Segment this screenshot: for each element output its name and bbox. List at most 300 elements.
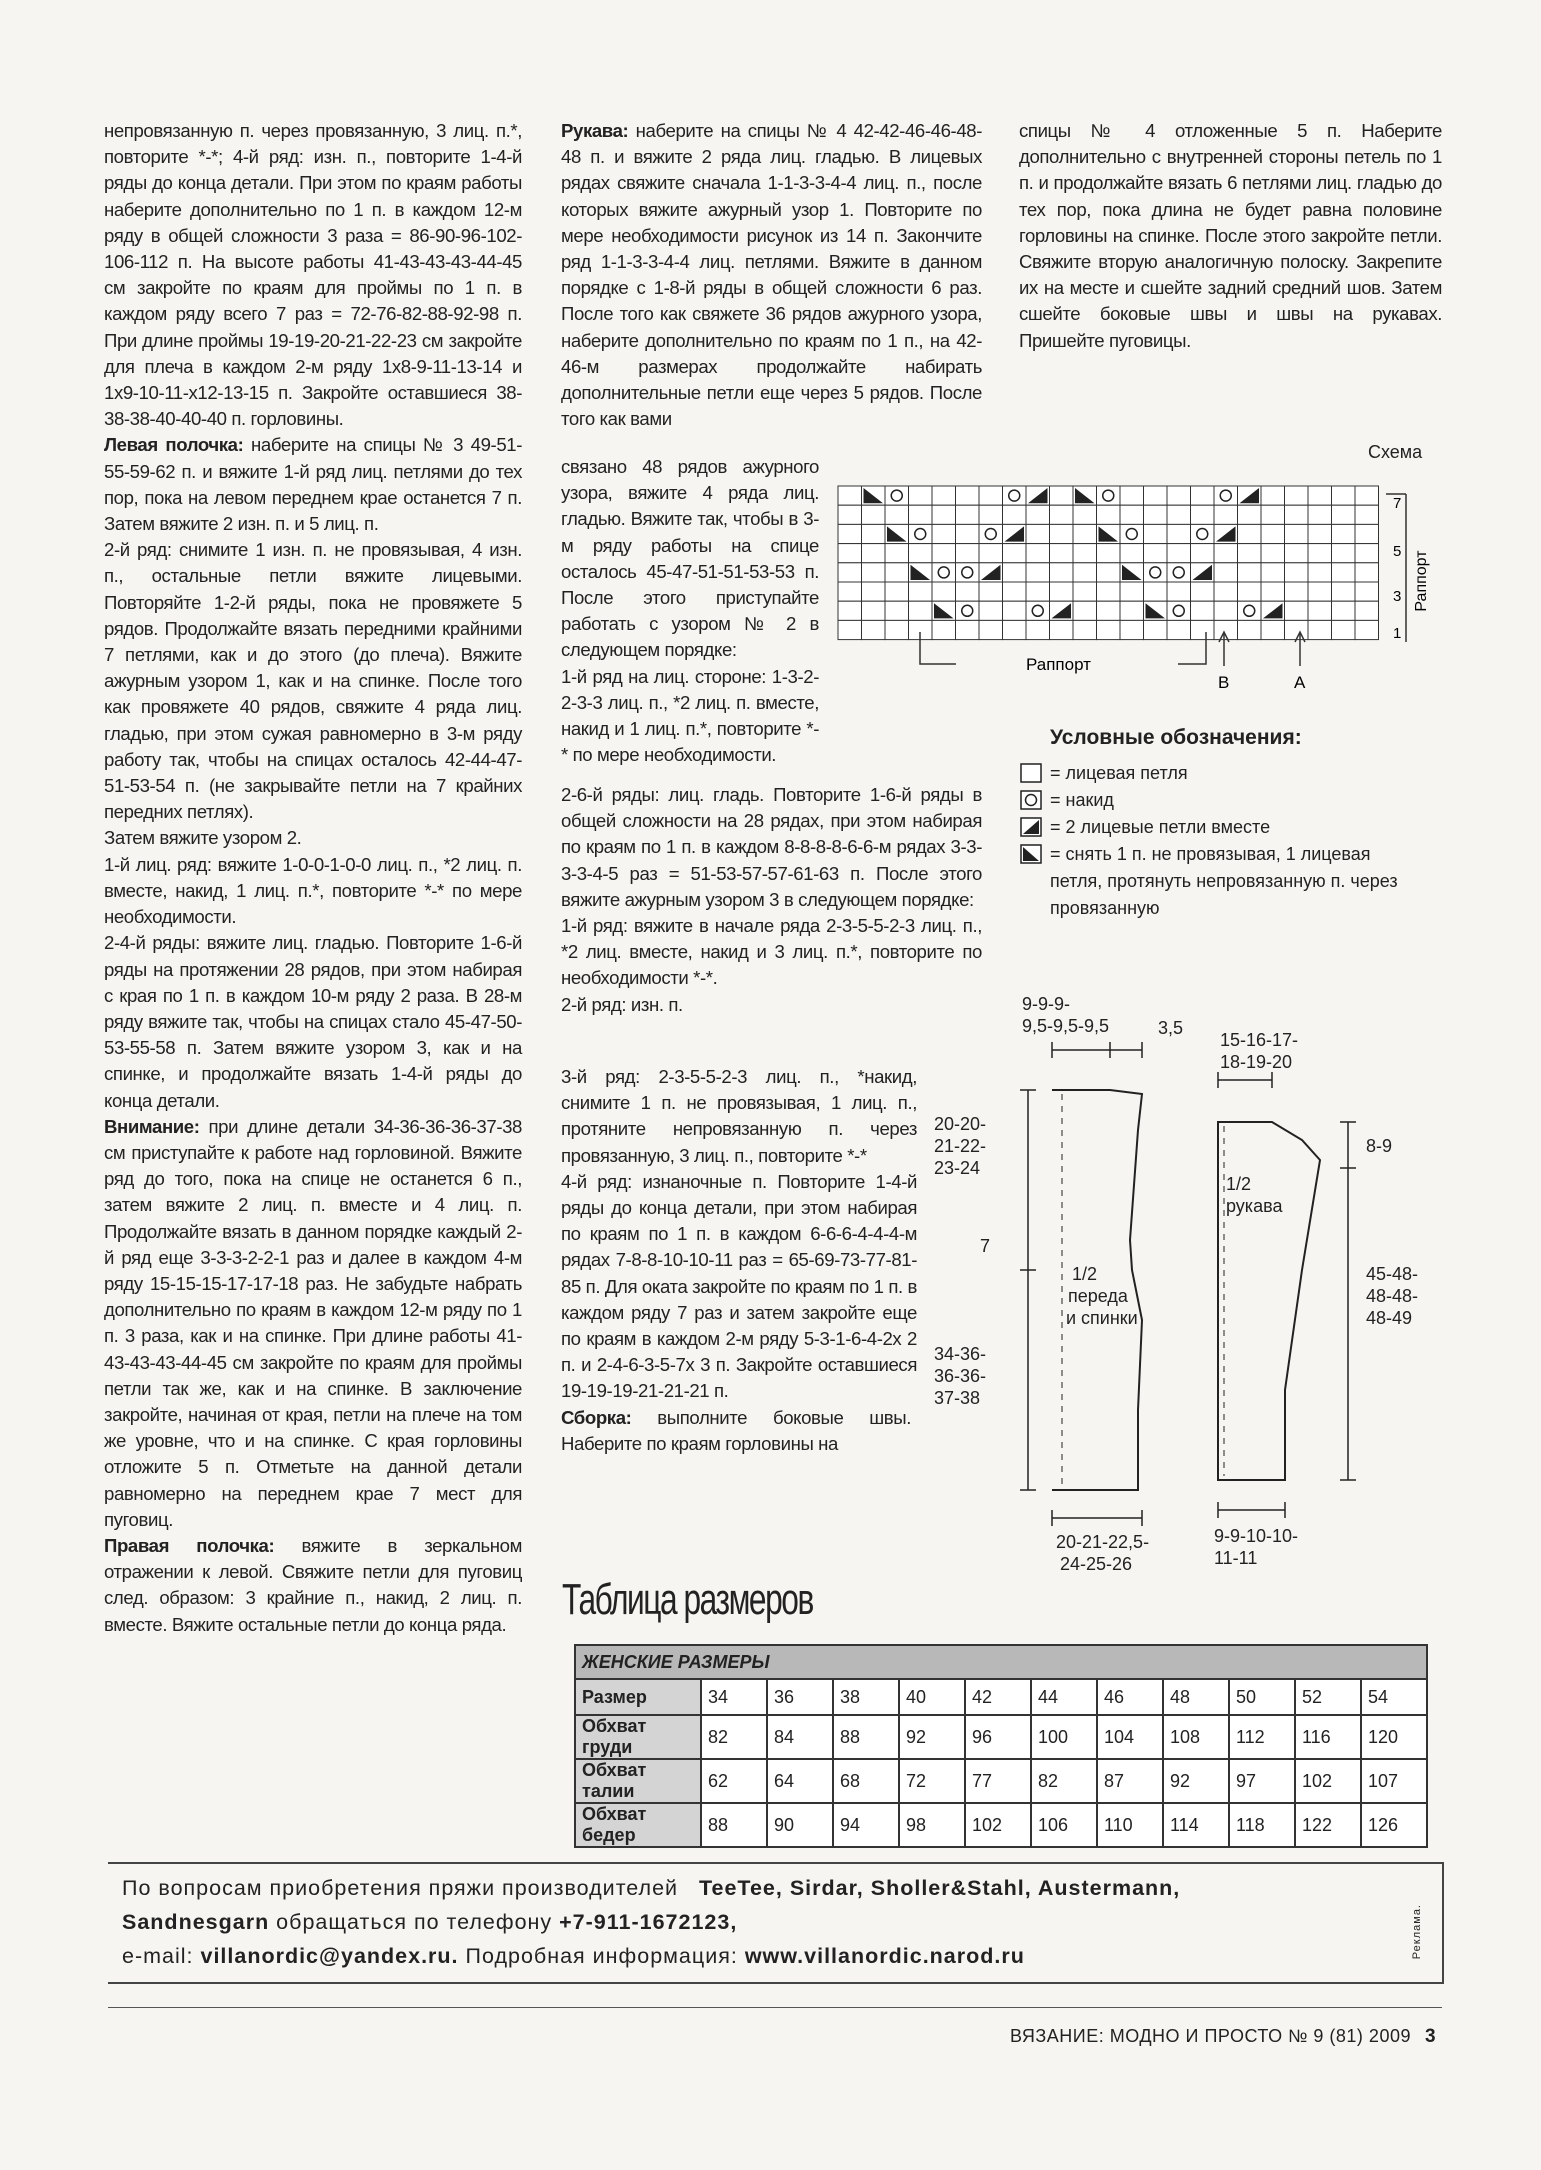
chart-cell	[1332, 486, 1356, 505]
paragraph: 2-й ряд: снимите 1 изн. п. не провязывая, 4 изн. п., остальные петли вяжите лицевыми. Повторяйте 1-2-й ряды, пока не провяжете 5 рядов. Продолжайте вязать передними крайними 7 петлями, как и до этого (до плеча). Вяжите ажурным узором 1, как и на спинке. После того как провяжете 40 рядов, свяжите 4 ряда лиц. гладью, при этом сужая равномерно в 3-м ряду работу так, чтобы на спицах осталось 42-44-47-51-53-54 п. (не закрывайте петли на 7 крайних передних петлях).	[104, 539, 522, 823]
chart-cell	[1238, 524, 1262, 543]
chart-cell	[1144, 582, 1168, 601]
chart-cell	[1238, 563, 1262, 582]
chart-cell	[1285, 544, 1309, 563]
text-column-middle-lower	[561, 1064, 917, 1457]
chart-cell	[1073, 524, 1097, 543]
table-cell: 38	[833, 1679, 899, 1715]
ad-brands: TeeTee, Sirdar, Sholler&Stahl, Austermann,	[698, 1876, 1181, 1900]
chart-cell	[885, 582, 909, 601]
chart-cell	[1191, 524, 1215, 543]
chart-cell	[1167, 544, 1191, 563]
chart-cell	[1308, 505, 1332, 524]
chart-cell	[862, 505, 886, 524]
chart-cell	[838, 486, 862, 505]
section-label: Рукава:	[561, 120, 629, 141]
chart-cell	[1191, 601, 1215, 620]
chart-cell	[979, 505, 1003, 524]
knit-stitch-icon	[1020, 763, 1042, 783]
paragraph: Затем вяжите узором 2.	[104, 827, 302, 849]
table-cell: 126	[1361, 1803, 1427, 1847]
chart-cell	[1285, 620, 1309, 639]
chart-cell	[862, 582, 886, 601]
legend-text: = 2 лицевые петли вместе	[1050, 817, 1271, 837]
chart-cell	[838, 563, 862, 582]
chart-cell	[932, 524, 956, 543]
chart-cell	[838, 601, 862, 620]
table-cell: 88	[701, 1803, 767, 1847]
chart-cell	[1050, 544, 1074, 563]
ad-brand: Sandnesgarn	[122, 1910, 270, 1934]
text-column-left	[104, 118, 522, 1638]
table-cell: 88	[833, 1715, 899, 1759]
chart-cell	[1167, 601, 1191, 620]
legend-item	[1020, 760, 1450, 787]
text-column-middle-top	[561, 118, 982, 432]
table-cell: 87	[1097, 1759, 1163, 1803]
paragraph: непровязанную п. через провязанную, 3 лиц. п.*, повторите *-*; 4-й ряд: изн. п., повторите 1-4-й ряды до конца детали. При этом по краям работы наберите дополнительно по 1 п. в каждом 12-м ряду в общей сложности 3 раза = 86-90-96-102-106-112 п. На высоте работы 41-43-43-43-44-45 см закройте по краям для проймы по 1 п. в каждом ряду всего 7 раз = 72-76-82-88-92-98 п. При длине проймы 19-19-20-21-22-23 см закройте для плеча в каждом 2-м ряду 1x8-9-11-13-14 и 1x9-10-11-x12-13-15 п. Закройте оставшиеся 38-38-38-40-40-40 п. горловины.	[104, 120, 522, 430]
table-cell: 52	[1295, 1679, 1361, 1715]
chart-cell	[1214, 486, 1238, 505]
chart-cell	[979, 486, 1003, 505]
page-footer	[1010, 2026, 1436, 2048]
paragraph: 2-й ряд: изн. п.	[561, 993, 683, 1015]
chart-cell	[1191, 505, 1215, 524]
chart-cell	[979, 620, 1003, 639]
dim-label: 11-11	[1214, 1548, 1258, 1568]
body-label: и спинки	[1066, 1308, 1138, 1328]
chart-cell	[1308, 620, 1332, 639]
chart-cell	[1238, 601, 1262, 620]
table-cell: 116	[1295, 1715, 1361, 1759]
chart-cell	[1073, 563, 1097, 582]
paragraph: 1-й лиц. ряд: вяжите 1-0-0-1-0-0 лиц. п., *2 лиц. п. вместе, накид, 1 лиц. п.*, повторите *-* по мере необходимости.	[104, 853, 522, 928]
dim-label: 20-21-22,5-	[1056, 1532, 1150, 1552]
chart-cell	[838, 505, 862, 524]
chart-cell	[1097, 563, 1121, 582]
paragraph	[104, 1533, 522, 1638]
chart-cell	[1261, 620, 1285, 639]
chart-cell	[1097, 505, 1121, 524]
chart-cell	[1003, 563, 1027, 582]
chart-cell	[1191, 486, 1215, 505]
chart-cell	[1097, 544, 1121, 563]
chart-cell	[1073, 601, 1097, 620]
text-column-middle-narrow	[561, 454, 819, 768]
chart-cell	[1261, 486, 1285, 505]
ad-phone[interactable]: +7-911-1672123,	[559, 1910, 738, 1934]
chart-cell	[932, 505, 956, 524]
legend-text: = накид	[1050, 790, 1114, 810]
chart-cell	[1332, 505, 1356, 524]
paragraph: 3-й ряд: 2-3-5-5-2-3 лиц. п., *накид, снимите 1 п. не провязывая, 1 лиц. п., протяните непровязанную п. через провязанную, 3 лиц. п., повторите *-*	[561, 1066, 917, 1166]
dim-label: 23-24	[934, 1158, 981, 1178]
chart-cell	[909, 601, 933, 620]
chart-cell	[956, 620, 980, 639]
table-cell: 110	[1097, 1803, 1163, 1847]
paragraph: 1-й ряд на лиц. стороне: 1-3-2-2-3-3 лиц. п., *2 лиц. п. вместе, накид и 1 лиц. п.*, повторите *-* по мере необходимости.	[561, 665, 819, 766]
paragraph-text: наберите на спицы № 4 42-42-46-46-48-48 п. и вяжите 2 ряда лиц. гладью. В лицевых рядах свяжите сначала 1-1-3-3-4-4 лиц. п., после которых вяжите ажурный узор 1. Повторите по мере необходимости рисунок из 14 п. Закончите ряд 1-1-3-3-4-4 лиц. петлями. Вяжите в данном порядке с 1-8-й ряды в общей сложности 6 раз. После того как свяжете 36 рядов ажурного узора, наберите дополнительно по краям по 1 п., на 42-46-м размерах продолжайте набирать дополнительные петли еще через 5 рядов. После того как вами	[561, 120, 982, 430]
chart-cell	[1050, 486, 1074, 505]
paragraph	[561, 118, 982, 432]
chart-cell	[1144, 620, 1168, 639]
table-cell: 94	[833, 1803, 899, 1847]
chart-cell	[1144, 486, 1168, 505]
chart-cell	[1238, 620, 1262, 639]
chart-cell	[1073, 620, 1097, 639]
chart-cell	[1308, 601, 1332, 620]
table-cell: 68	[833, 1759, 899, 1803]
rapport-side-label: Раппорт	[1413, 550, 1430, 612]
table-cell: 92	[899, 1715, 965, 1759]
dim-label: 36-36-	[934, 1366, 987, 1386]
page-number: 3	[1424, 2026, 1437, 2047]
chart-cell	[932, 582, 956, 601]
chart-cell	[1097, 582, 1121, 601]
advertisement	[108, 1862, 1444, 1984]
table-row	[575, 1679, 1427, 1715]
chart-cell	[1355, 505, 1379, 524]
chart-cell	[932, 544, 956, 563]
table-cell: 112	[1229, 1715, 1295, 1759]
paragraph: спицы № 4 отложенные 5 п. Наберите дополнительно с внутренней стороны петель по 1 п. и продолжайте вязать 6 петлями лиц. гладью до тех пор, пока длина не будет равна половине горловины на спинке. После этого закройте петли. Свяжите вторую аналогичную полоску. Закрепите их на месте и сшейте задний средний шов. Затем сшейте боковые швы и швы на рукавах. Пришейте пуговицы.	[1019, 120, 1442, 351]
ad-email-link[interactable]: villanordic@yandex.ru.	[200, 1944, 459, 1968]
table-cell: 102	[1295, 1759, 1361, 1803]
chart-cell	[1261, 582, 1285, 601]
section-label: Левая полочка:	[104, 434, 244, 456]
table-cell: 34	[701, 1679, 767, 1715]
table-cell: 46	[1097, 1679, 1163, 1715]
chart-cell	[909, 544, 933, 563]
garment-schematic	[900, 990, 1440, 1574]
chart-cell	[1050, 620, 1074, 639]
chart-cell	[932, 620, 956, 639]
chart-cell	[885, 505, 909, 524]
paragraph: 2-6-й ряды: лиц. гладь. Повторите 1-6-й ряды в общей сложности на 28 рядах, при этом набирая по краям по 1 п. в каждом 8-8-8-8-6-6-м рядах 3-3-3-3-4-5 раз = 51-53-57-57-61-63 п. После этого вяжите ажурным узором 3 в следующем порядке:	[561, 784, 982, 910]
chart-cell	[1003, 620, 1027, 639]
chart-cell	[1214, 544, 1238, 563]
dim-label: 18-19-20	[1220, 1052, 1293, 1072]
chart-cell	[1285, 582, 1309, 601]
chart-cell	[862, 601, 886, 620]
chart-cell	[862, 544, 886, 563]
chart-cell	[1285, 486, 1309, 505]
chart-cell	[838, 524, 862, 543]
paragraph: связано 48 рядов ажурного узора, вяжите 4 ряда лиц. гладью. Вяжите так, чтобы в 3-м ряду работы на спице осталось 45-47-51-51-53-53 п. После этого приступайте работать с узором № 2 в следующем порядке:	[561, 456, 819, 661]
chart-cell	[956, 601, 980, 620]
table-cell: 120	[1361, 1715, 1427, 1759]
table-cell: 107	[1361, 1759, 1427, 1803]
chart-grid	[838, 486, 1379, 640]
legend-text: = лицевая петля	[1050, 763, 1188, 783]
chart-cell	[1332, 620, 1356, 639]
chart-cell	[1214, 505, 1238, 524]
chart-cell	[1120, 486, 1144, 505]
chart-cell	[979, 544, 1003, 563]
chart-cell	[1214, 563, 1238, 582]
table-row	[575, 1803, 1427, 1847]
table-cell: 62	[701, 1759, 767, 1803]
chart-cell	[956, 505, 980, 524]
chart-cell	[1167, 524, 1191, 543]
body-label: 1/2	[1072, 1264, 1098, 1284]
chart-cell	[1050, 524, 1074, 543]
chart-cell	[909, 524, 933, 543]
dim-label: 34-36-	[934, 1344, 987, 1364]
row-number: 7	[1393, 495, 1402, 512]
chart-cell	[885, 486, 909, 505]
legend-title: Условные обозначения:	[1050, 726, 1302, 749]
dim-label: 8-9	[1366, 1136, 1393, 1156]
row-label: Обхват груди	[575, 1715, 701, 1759]
chart-cell	[1050, 582, 1074, 601]
table-title: Таблица размеров	[562, 1575, 813, 1624]
chart-cell	[1191, 582, 1215, 601]
chart-cell	[1238, 582, 1262, 601]
chart-cell	[1097, 601, 1121, 620]
chart-cell	[1120, 505, 1144, 524]
dim-label: 24-25-26	[1060, 1554, 1133, 1574]
row-label: Обхват талии	[575, 1759, 701, 1803]
chart-cell	[1285, 563, 1309, 582]
table-cell: 64	[767, 1759, 833, 1803]
legend-text: = снять 1 п. не провязывая, 1 лицевая петля, протянуть непровязанную п. через провязанную	[1050, 844, 1398, 918]
paragraph-text: выполните боковые швы. Наберите по краям горловины на	[561, 1406, 911, 1454]
dim-label: 15-16-17-	[1220, 1030, 1299, 1050]
chart-cell	[1261, 544, 1285, 563]
ad-text: Подробная информация:	[458, 1944, 745, 1968]
legend-item	[1020, 841, 1450, 922]
chart-cell	[1167, 620, 1191, 639]
chart-cell	[1214, 582, 1238, 601]
chart-cell	[1261, 505, 1285, 524]
dim-label: 48-48-	[1366, 1286, 1419, 1306]
chart-cell	[1026, 563, 1050, 582]
chart-cell	[1332, 524, 1356, 543]
chart-cell	[1167, 486, 1191, 505]
chart-cell	[1308, 544, 1332, 563]
text-column-middle	[561, 782, 982, 1018]
chart-cell	[1285, 505, 1309, 524]
section-label: Внимание:	[104, 1115, 200, 1137]
chart-cell	[1355, 524, 1379, 543]
row-number: 3	[1393, 588, 1402, 605]
k2tog-icon	[1020, 817, 1042, 837]
chart-cell	[1097, 486, 1121, 505]
ad-site-link[interactable]: www.villanordic.narod.ru	[744, 1944, 1025, 1968]
table-cell: 77	[965, 1759, 1031, 1803]
chart-cell	[1003, 582, 1027, 601]
table-cell: 98	[899, 1803, 965, 1847]
chart-cell	[979, 524, 1003, 543]
chart-cell	[1167, 563, 1191, 582]
chart-cell	[979, 601, 1003, 620]
chart-cell	[1261, 563, 1285, 582]
chart-cell	[1144, 505, 1168, 524]
chart-cell	[1238, 544, 1262, 563]
section-label: Правая полочка:	[104, 1534, 275, 1556]
dim-label: 9,5-9,5-9,5	[1022, 1016, 1110, 1036]
chart-cell	[1285, 601, 1309, 620]
ssk-icon	[1020, 844, 1042, 864]
chart-cell	[1073, 582, 1097, 601]
table-cell: 92	[1163, 1759, 1229, 1803]
chart-cell	[1191, 544, 1215, 563]
paragraph-text: вяжите в зеркальном отражении к левой. Свяжите петли для пуговиц след. образом: 3 крайние п., накид, 2 лиц. п. вместе. Вяжите остальные петли до конца ряда.	[104, 1534, 523, 1635]
row-number: 1	[1393, 625, 1402, 642]
ad-text: По вопросам приобретения пряжи производителей	[122, 1876, 679, 1900]
dim-label: 20-20-	[934, 1114, 987, 1134]
table-cell: 82	[701, 1715, 767, 1759]
chart-cell	[956, 563, 980, 582]
table-cell: 96	[965, 1715, 1031, 1759]
table-cell: 122	[1295, 1803, 1361, 1847]
chart-cell	[932, 486, 956, 505]
chart-cell	[1050, 563, 1074, 582]
chart-cell	[909, 582, 933, 601]
chart-cell	[1191, 620, 1215, 639]
ad-text: e-mail:	[122, 1944, 201, 1968]
chart-cell	[862, 524, 886, 543]
chart-cell	[1308, 486, 1332, 505]
chart-cell	[956, 486, 980, 505]
table-row	[575, 1715, 1427, 1759]
table-cell: 104	[1097, 1715, 1163, 1759]
body-label: переда	[1068, 1286, 1128, 1306]
ad-line	[122, 1906, 737, 1939]
chart-cell	[885, 544, 909, 563]
chart-cell	[1355, 620, 1379, 639]
chart-cell	[1332, 563, 1356, 582]
chart-title: Схема	[1368, 442, 1423, 462]
table-cell: 106	[1031, 1803, 1097, 1847]
chart-cell	[1355, 544, 1379, 563]
chart-cell	[1285, 524, 1309, 543]
chart-cell	[1355, 563, 1379, 582]
paragraph: 4-й ряд: изнаночные п. Повторите 1-4-й ряды до конца детали, при этом набирая по краям по 1 п. в каждом 6-6-6-4-4-4-м рядах 7-8-8-10-10-11 раз = 65-69-73-77-81-85 п. Для оката закройте по краям по 1 п. в каждом ряду 7 раз и затем закройте еще по краям в каждом 2-м ряду 5-3-1-6-4-2x 2 п. и 2-4-6-3-5-7x 3 п. Закройте оставшиеся 19-19-19-21-21-21 п.	[561, 1170, 918, 1402]
chart-cell	[1120, 601, 1144, 620]
chart-cell	[1003, 544, 1027, 563]
chart-cell	[1144, 524, 1168, 543]
chart-cell	[838, 582, 862, 601]
ad-line	[122, 1940, 1025, 1973]
chart-cell	[1144, 544, 1168, 563]
chart-cell	[885, 563, 909, 582]
table-header-row	[575, 1645, 1427, 1679]
chart-cell	[1050, 505, 1074, 524]
ad-vertical-label: Реклама.	[1411, 1904, 1423, 1960]
paragraph: 1-й ряд: вяжите в начале ряда 2-3-5-5-2-3 лиц. п., *2 лиц. вместе, накид и 3 лиц. п.*, повторите по необходимости *-*.	[561, 915, 982, 989]
chart-cell	[862, 620, 886, 639]
chart-cell	[1120, 582, 1144, 601]
chart-cell	[956, 582, 980, 601]
sizes-table	[574, 1644, 1428, 1848]
row-number: 5	[1393, 543, 1402, 560]
rapport-label: Раппорт	[1026, 655, 1091, 674]
chart-cell	[1120, 620, 1144, 639]
table-cell: 54	[1361, 1679, 1427, 1715]
chart-cell	[1332, 601, 1356, 620]
paragraph	[104, 432, 522, 537]
chart-cell	[1026, 601, 1050, 620]
chart-cell	[1120, 524, 1144, 543]
sleeve-label: 1/2	[1226, 1174, 1252, 1194]
legend-item	[1020, 814, 1450, 841]
chart-cell	[1144, 563, 1168, 582]
table-cell: 118	[1229, 1803, 1295, 1847]
chart-cell	[1026, 505, 1050, 524]
table-header: ЖЕНСКИЕ РАЗМЕРЫ	[575, 1645, 1427, 1679]
dim-label: 3,5	[1158, 1018, 1184, 1038]
chart-cell	[1238, 505, 1262, 524]
chart-cell	[956, 544, 980, 563]
table-cell: 42	[965, 1679, 1031, 1715]
chart-cell	[1120, 544, 1144, 563]
mark-a: А	[1294, 673, 1306, 692]
chart-cell	[1214, 601, 1238, 620]
chart-cell	[1167, 582, 1191, 601]
chart-cell	[1355, 582, 1379, 601]
paragraph	[561, 1405, 911, 1457]
chart-cell	[1026, 582, 1050, 601]
chart-cell	[1308, 524, 1332, 543]
legend-item	[1020, 787, 1450, 814]
chart-cell	[1332, 544, 1356, 563]
legend	[1020, 760, 1450, 922]
table-cell: 114	[1163, 1803, 1229, 1847]
chart-cell	[885, 601, 909, 620]
chart-cell	[1332, 582, 1356, 601]
paragraph-text: при длине детали 34-36-36-36-37-38 см приступайте к работе над горловиной. Вяжите ряд до того, пока на спице не останется 6 п., затем вяжите 2 лиц. п. вместе и 4 лиц. п. Продолжайте вязать в данном порядке каждый 2-й ряд еще 3-3-3-2-2-1 раз и далее в каждом 4-м ряду 15-15-15-17-17-18 раз. Не забудьте набрать дополнительно по краям в каждом 12-м ряду по 1 п. 3 раза, как и на спинке. При длине работы 41-43-43-43-44-45 см закройте по краям для проймы петли так же, как и на спинке. В заключение закройте, начиная от края, петли на плече на том же уровне, что и на спинке. С края горловины отложите 5 п. Отметьте на данной детали равномерно на переднем крае 7 мест для пуговиц.	[104, 1115, 522, 1530]
dim-label: 7	[980, 1236, 991, 1256]
dim-label: 37-38	[934, 1388, 981, 1408]
table-cell: 108	[1163, 1715, 1229, 1759]
chart-cell	[838, 620, 862, 639]
chart-cell	[1308, 582, 1332, 601]
yarn-over-icon	[1020, 790, 1042, 810]
table-cell: 97	[1229, 1759, 1295, 1803]
dim-label: 9-9-10-10-	[1214, 1526, 1299, 1546]
dim-label: 48-49	[1366, 1308, 1413, 1328]
row-label: Обхват бедер	[575, 1803, 701, 1847]
ad-line	[122, 1872, 1180, 1905]
chart-cell	[862, 563, 886, 582]
chart-cell	[1003, 486, 1027, 505]
chart-cell	[885, 620, 909, 639]
chart-cell	[909, 505, 933, 524]
text-column-right	[1019, 118, 1442, 354]
knitting-chart	[838, 486, 1438, 696]
table-cell: 84	[767, 1715, 833, 1759]
chart-cell	[1167, 505, 1191, 524]
table-cell: 90	[767, 1803, 833, 1847]
dim-label: 45-48-	[1366, 1264, 1419, 1284]
ad-text: обращаться по телефону	[269, 1910, 560, 1934]
chart-cell	[909, 486, 933, 505]
table-cell: 50	[1229, 1679, 1295, 1715]
section-label: Сборка:	[561, 1406, 632, 1428]
chart-cell	[1026, 620, 1050, 639]
paragraph-text: наберите на спицы № 3 49-51-55-59-62 п. и вяжите 1-й ряд лиц. петлями до тех пор, пока на левом переднем крае останется 7 п. Затем вяжите 2 изн. п. и 5 лиц. п.	[104, 434, 522, 535]
table-cell: 102	[965, 1803, 1031, 1847]
chart-cell	[1073, 505, 1097, 524]
dim-label: 21-22-	[934, 1136, 987, 1156]
chart-cell	[1026, 544, 1050, 563]
chart-cell	[1003, 505, 1027, 524]
chart-cell	[932, 563, 956, 582]
footer-divider	[108, 2007, 1442, 2008]
chart-cell	[1261, 524, 1285, 543]
